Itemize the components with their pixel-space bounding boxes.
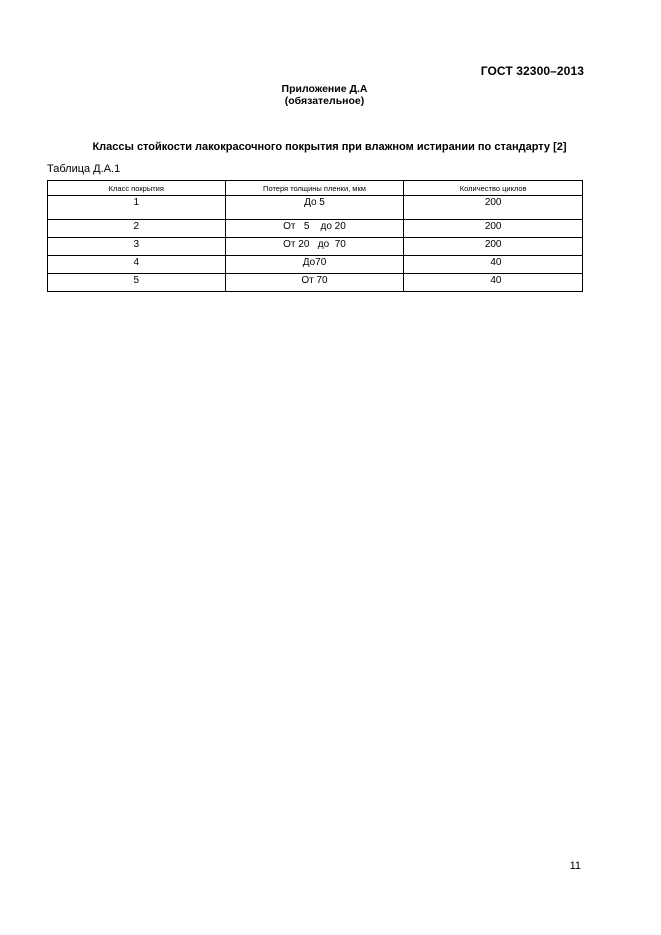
cell-cycles: 200	[404, 220, 583, 238]
column-header-thickness-loss: Потеря толщины пленки, мкм	[225, 181, 404, 196]
table-row	[48, 238, 583, 256]
cell-thickness-loss: До 5	[225, 196, 404, 220]
section-title: Классы стойкости лакокрасочного покрытия при влажном истирании по стандарту [2]	[92, 141, 567, 153]
column-header-cycles: Количество циклов	[404, 181, 583, 196]
standard-number: ГОСТ 32300–2013	[480, 64, 584, 78]
coating-classes-table	[47, 180, 583, 292]
cell-class: 4	[48, 256, 226, 274]
cell-cycles: 40	[404, 256, 583, 274]
cell-cycles: 200	[404, 238, 583, 256]
annex-title: Приложение Д.А	[281, 83, 368, 95]
column-header-class: Класс покрытия	[48, 181, 226, 196]
cell-cycles: 40	[404, 274, 583, 292]
page-number: 11	[569, 860, 581, 872]
cell-cycles: 200	[404, 196, 583, 220]
table-row	[48, 220, 583, 238]
table-row	[48, 256, 583, 274]
cell-thickness-loss: От 20 до 70	[225, 238, 404, 256]
table-row	[48, 274, 583, 292]
cell-class: 5	[48, 274, 226, 292]
cell-class: 2	[48, 220, 226, 238]
cell-thickness-loss: До70	[225, 256, 404, 274]
cell-class: 1	[48, 196, 226, 220]
table-caption: Таблица Д.А.1	[47, 163, 121, 175]
cell-class: 3	[48, 238, 226, 256]
table-row	[48, 196, 583, 220]
cell-thickness-loss: От 5 до 20	[225, 220, 404, 238]
cell-thickness-loss: От 70	[225, 274, 404, 292]
table-header-row	[48, 181, 583, 196]
annex-status: (обязательное)	[284, 95, 365, 107]
